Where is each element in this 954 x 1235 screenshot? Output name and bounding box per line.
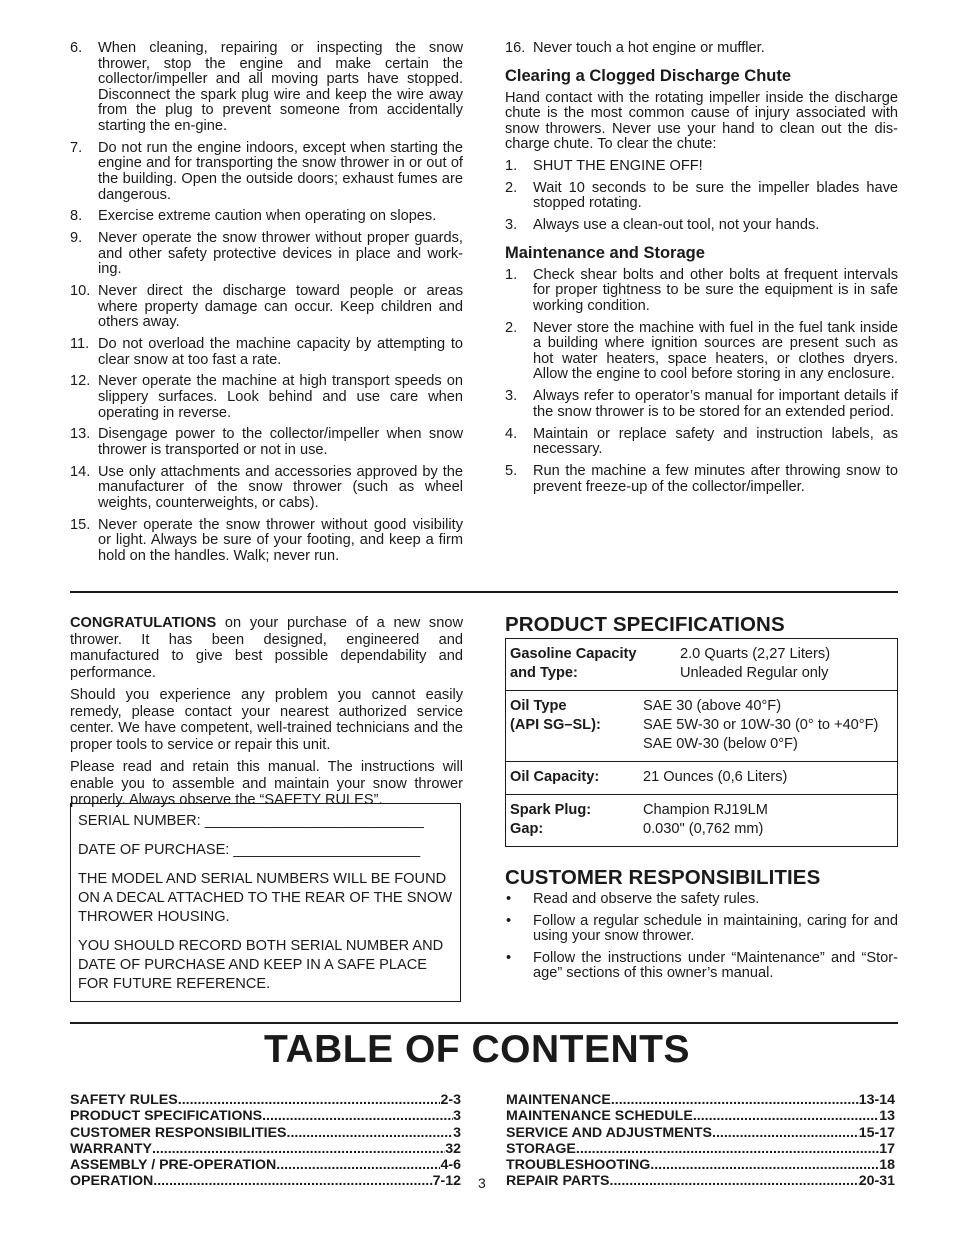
list-item: 3. Always use a clean-out tool, not your hands. [505, 217, 820, 234]
toc-entry[interactable]: ASSEMBLY / PRE-OPERATION ..... 4-6 [70, 1157, 461, 1173]
list-item: • Follow a regular schedule in maintaining, caring for and using your snow thrower. [506, 912, 898, 945]
spec-row-spark-plug: Spark Plug: Gap: Champion RJ19LM 0.030" (0,762 mm) [505, 795, 898, 847]
toc-divider [70, 1022, 898, 1024]
toc-entry[interactable]: WARRANTY ..... 32 [70, 1141, 461, 1157]
list-item: 1. Check shear bolts and other bolts at frequent intervals for proper tightness to be sure the equipment is in safe working condition. [505, 266, 898, 314]
serial-number-line: SERIAL NUMBER: ___________________________ [78, 813, 424, 829]
list-item: 15. Never operate the snow thrower without good visibility or light. Always be sure of your footing, and keep a firm hold on the handles. Walk; never run. [70, 516, 463, 564]
customer-responsibilities [505, 866, 898, 988]
toc-entry[interactable]: SERVICE AND ADJUSTMENTS ..... 15-17 [506, 1125, 895, 1141]
toc-entry[interactable]: CUSTOMER RESPONSIBILITIES ..... 3 [70, 1125, 461, 1141]
toc-right-column [506, 1092, 895, 1190]
list-item: 9. Never operate the snow thrower without proper guards, and other safety protective devices in place and work-ing. [70, 230, 463, 278]
list-item: 8. Exercise extreme caution when operating on slopes. [70, 208, 437, 225]
customer-list [505, 892, 898, 982]
list-item: 11. Do not overload the machine capacity by attempting to clear snow at too fast a rate. [70, 336, 463, 368]
spec-row-oil-capacity: Oil Capacity: 21 Ounces (0,6 Liters) [505, 762, 898, 795]
list-item: 13. Disengage power to the collector/impeller when snow thrower is transported or not in use. [70, 426, 463, 458]
safety-rules-list [70, 41, 463, 565]
specs-table [505, 638, 898, 847]
list-item: 14. Use only attachments and accessories approved by the manufacturer of the snow thrower (such as wheel weights, counterweights, or cabs). [70, 463, 463, 511]
product-specifications [505, 613, 898, 847]
record-note: YOU SHOULD RECORD BOTH SERIAL NUMBER AND DATE OF PURCHASE AND KEEP IN A SAFE PLACE FOR FUTURE REFERENCE. [78, 938, 444, 992]
maintenance-heading: Maintenance and Storage [505, 243, 705, 262]
list-item: 7. Do not run the engine indoors, except when starting the engine and for transporting the snow thrower in or out of the building. Open the outside doors; exhaust fumes are dangerous. [70, 139, 463, 203]
congrats-paragraph: CONGRATULATIONS on your purchase of a new snow thrower. It has been designed, engineered and manufactured to give best possible dependability and performance. [70, 615, 463, 681]
chute-intro: Hand contact with the rotating impeller inside the discharge chute is the most common cause of injury associated with snow throwers. Never use your hand to clean out the dis-charge chute. To clear the chute: [505, 89, 898, 153]
safety-rule-16 [505, 41, 898, 57]
intro-section [70, 615, 463, 815]
list-item: 2. Wait 10 seconds to be sure the impeller blades have stopped rotating. [505, 179, 898, 212]
toc-entry[interactable]: STORAGE ..... 17 [506, 1141, 895, 1157]
chute-steps [505, 159, 898, 234]
customer-heading: CUSTOMER RESPONSIBILITIES [505, 866, 821, 889]
safety-rules-right-column [505, 41, 898, 501]
toc-entry[interactable]: REPAIR PARTS ..... 20-31 [506, 1173, 895, 1189]
service-paragraph: Should you experience any problem you cannot easily remedy, please contact your nearest authorized service center. We have competent, well-trained technicians and the proper tools to service or repair this unit. [70, 687, 463, 753]
list-item: 2. Never store the machine with fuel in the fuel tank inside a building where ignition sources are present such as hot water heaters, space heaters, or clothes dryers. Allow the engine to cool before storing in any enclosure. [505, 319, 898, 383]
list-item: 10. Never direct the discharge toward people or areas where property damage can occur. Keep children and others away. [70, 283, 463, 331]
list-item: 6. When cleaning, repairing or inspecting the snow thrower, stop the engine and make certain the collector/impeller and all moving parts have stopped. Disconnect the spark plug wire and keep the wire away from the plug to prevent someone from accidentally starting the en-gine. [70, 40, 463, 134]
spec-row-gasoline: Gasoline Capacity and Type: 2.0 Quarts (2,27 Liters) Unleaded Regular only [505, 638, 898, 691]
specs-heading: PRODUCT SPECIFICATIONS [505, 613, 785, 636]
list-item: 5. Run the machine a few minutes after throwing snow to prevent freeze-up of the collector/impeller. [505, 463, 898, 495]
list-item: 3. Always refer to operator’s manual for important details if the snow thrower is to be stored for an extended period. [505, 388, 898, 420]
toc-entry[interactable]: PRODUCT SPECIFICATIONS ..... 3 [70, 1108, 461, 1124]
toc-entry[interactable]: MAINTENANCE SCHEDULE ..... 13 [506, 1108, 895, 1124]
maintenance-steps [505, 268, 898, 495]
page-number: 3 [478, 1175, 486, 1191]
toc-title: TABLE OF CONTENTS [264, 1028, 690, 1071]
list-item: 1. SHUT THE ENGINE OFF! [505, 157, 703, 174]
decal-note: THE MODEL AND SERIAL NUMBERS WILL BE FOUND ON A DECAL ATTACHED TO THE REAR OF THE SNOW THROWER HOUSING. [78, 871, 453, 925]
toc-entry[interactable]: MAINTENANCE ..... 13-14 [506, 1092, 895, 1108]
chute-heading: Clearing a Clogged Discharge Chute [505, 66, 792, 85]
toc-entry[interactable]: OPERATION ..... 7-12 [70, 1173, 461, 1189]
toc-entry[interactable]: TROUBLESHOOTING ..... 18 [506, 1157, 895, 1173]
toc-entry[interactable]: SAFETY RULES ..... 2-3 [70, 1092, 461, 1108]
safety-rules-continued [70, 41, 463, 571]
list-item: 16. Never touch a hot engine or muffler. [505, 40, 765, 56]
toc-left-column [70, 1092, 461, 1190]
list-item: • Follow the instructions under “Maintenance” and “Stor-age” sections of this owner’s manual. [506, 949, 898, 982]
list-item: 12. Never operate the machine at high transport speeds on slippery surfaces. Look behind and use care when operating in reverse. [70, 373, 463, 421]
record-box [70, 803, 461, 1002]
list-item: 4. Maintain or replace safety and instruction labels, as necessary. [505, 425, 898, 458]
date-of-purchase-line: DATE OF PURCHASE: _______________________ [78, 842, 421, 858]
spec-row-oil-type: Oil Type (API SG–SL): SAE 30 (above 40°F) SAE 5W-30 or 10W-30 (0° to +40°F) SAE 0W-30 (below 0°F) [505, 691, 898, 762]
list-item: • Read and observe the safety rules. [506, 891, 760, 907]
manual-paragraph: Please read and retain this manual. The instructions will enable you to assemble and maintain your snow thrower properly. Always observe the “SAFETY RULES”. [70, 759, 463, 808]
section-divider [70, 591, 898, 593]
